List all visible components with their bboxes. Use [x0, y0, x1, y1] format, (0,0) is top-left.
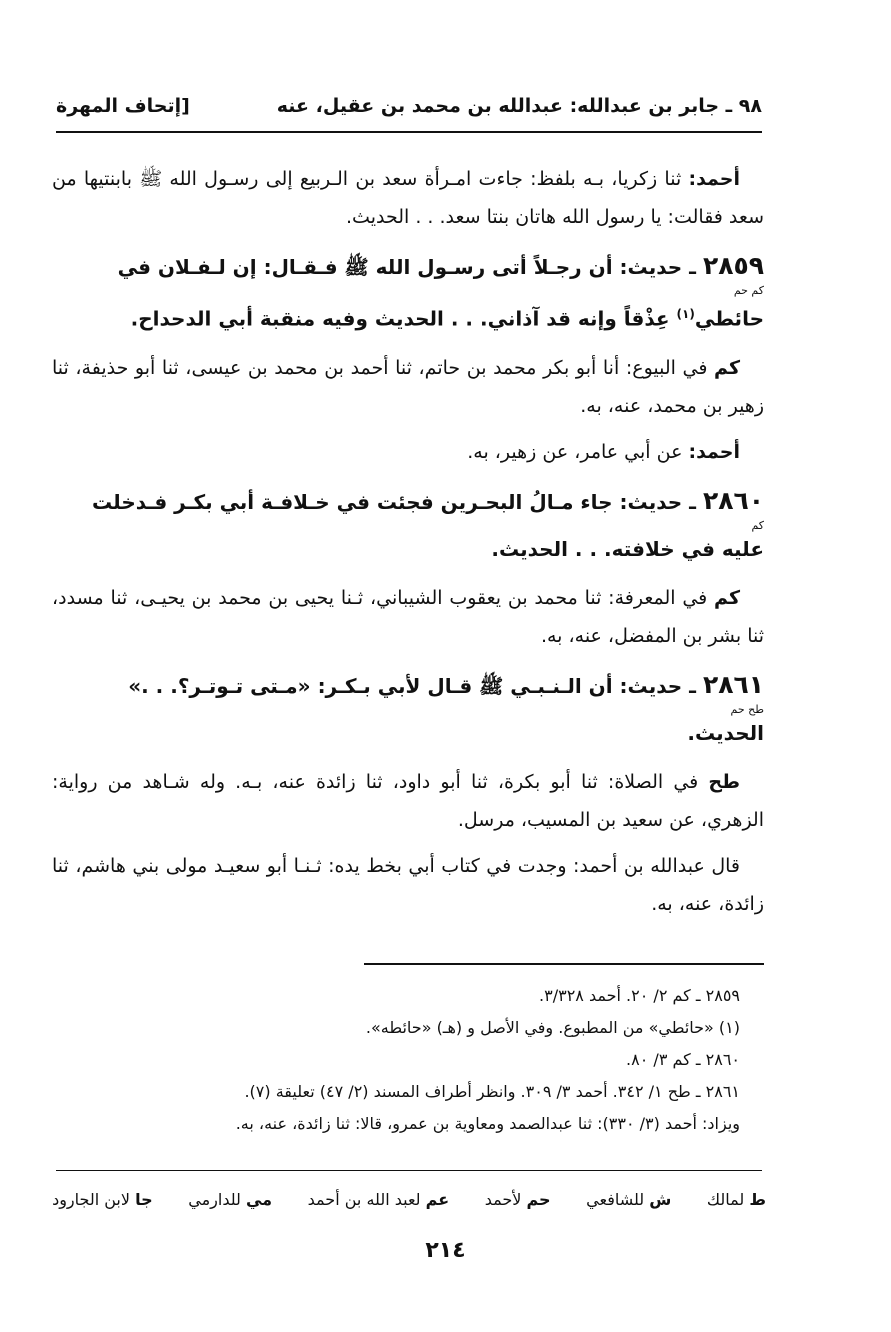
hadith-text: ـ حديث: أن الـنـبـي ﷺ قـال لأبي بـكـر: «مـتى تـوتـر؟. . .»	[128, 673, 703, 698]
footnote: (١) «حائطي» من المطبوع. وفي الأصل و (هـ) «حائطه».	[365, 1018, 740, 1037]
chapter-title: ٩٨ ـ جابر بن عبدالله: عبدالله بن محمد بن عقيل، عنه	[276, 95, 762, 117]
key-item: عم لعبد الله بن أحمد	[307, 1190, 450, 1209]
source-label: أحمد:	[688, 168, 740, 190]
paragraph-text: في البيوع: أنا أبو بكر محمد بن حاتم، ثنا أحمد بن محمد بن عيسى، ثنا أبو حذيفة، ثنا زهير بن محمد، عنه، به.	[52, 356, 764, 417]
footnote-rule	[364, 963, 764, 965]
paragraph	[52, 349, 764, 425]
key-item: حم لأحمد	[484, 1190, 551, 1209]
header-rule	[56, 131, 762, 133]
hadith-2859	[52, 244, 764, 341]
hadith-text: الحديث.	[687, 720, 764, 745]
hadith-text: ـ حديث: أن رجـلاً أتى رسـول الله ﷺ فـقـال: إن لـفـلان في	[117, 255, 703, 279]
book-title: [إتحاف المهرة	[56, 95, 190, 117]
paragraph	[52, 160, 764, 236]
paragraph-text: ثنا زكريا، بـه بلفظ: جاءت امـرأة سعد بن الـربيع إلى رسـول الله ﷺ بابنتيها من سعد فقالت: يا رسول الله هاتان بنتا سعد. . . الحديث.	[52, 168, 764, 228]
source-sigla: كم حم	[733, 284, 764, 297]
footnote: ٢٨٦١ ـ طح ١/ ٣٤٢. أحمد ٣/ ٣٠٩. وانظر أطراف المسند (٢/ ٤٧) تعليقة (٧).	[244, 1082, 740, 1101]
footnote-marker: (١)	[676, 307, 695, 321]
source-sigla: طح حم	[730, 702, 764, 716]
hadith-number: ٢٨٦٠	[702, 485, 764, 515]
main-text	[52, 160, 764, 931]
source-label: كم	[714, 356, 740, 379]
hadith-number: ٢٨٥٩	[702, 251, 764, 280]
hadith-text: ـ حديث: جاء مـالُ البحـرين فجئت في خـلافـة أبي بكـر فـدخلت	[91, 489, 703, 514]
key-item: جا لابن الجارود	[52, 1190, 153, 1209]
abbreviation-key	[52, 1182, 766, 1218]
paragraph	[52, 579, 764, 655]
hadith-text: عليه في خلافته. . . الحديث.	[491, 536, 764, 561]
key-item: ش للشافعي	[586, 1190, 672, 1209]
footnote: ويزاد: أحمد (٣/ ٣٣٠): ثنا عبدالصمد ومعاوية بن عمرو، قالا: ثنا زائدة، عنه، به.	[235, 1114, 740, 1133]
paragraph-text: عن أبي عامر، عن زهير، به.	[467, 440, 689, 463]
source-label: أحمد:	[688, 440, 740, 463]
paragraph	[52, 433, 764, 471]
hadith-number: ٢٨٦١	[702, 669, 764, 699]
paragraph	[52, 847, 764, 923]
key-item: مي للدارمي	[188, 1190, 273, 1209]
hadith-text: عِذْقاً وإنه قد آذاني. . . الحديث وفيه منقبة أبي الدحداح.	[130, 306, 677, 331]
hadith-text: حائطي	[694, 306, 764, 331]
footnote: ٢٨٦٠ ـ كم ٣/ ٨٠.	[626, 1050, 740, 1069]
page-number: ٢١٤	[425, 1238, 466, 1263]
source-sigla: كم	[751, 518, 764, 532]
paragraph-text: في الصلاة: ثنا أبو بكرة، ثنا أبو داود، ثنا زائدة عنه، بـه. وله شـاهد من رواية: الزهري، عن سعيد بن المسيب، مرسل.	[52, 770, 764, 831]
key-rule	[56, 1170, 762, 1171]
key-item: ط لمالك	[706, 1190, 766, 1209]
source-label: طح	[708, 770, 740, 793]
paragraph-text: قال عبدالله بن أحمد: وجدت في كتاب أبي بخط يده: ثـنـا أبو سعيـد مولى بني هاشم، ثنا زائدة، عنه، به.	[52, 854, 764, 915]
running-header	[56, 86, 762, 126]
source-label: كم	[714, 586, 740, 609]
hadith-2860	[52, 479, 764, 571]
paragraph	[52, 763, 764, 839]
hadith-2861	[52, 663, 764, 755]
footnotes	[100, 980, 740, 1140]
footnote: ٢٨٥٩ ـ كم ٢/ ٢٠. أحمد ٣/٣٢٨.	[539, 986, 740, 1005]
paragraph-text: في المعرفة: ثنا محمد بن يعقوب الشيباني، ثـنا يحيى بن محمد بن يحيـى، ثنا مسدد، ثنا بشر بن المفضل، عنه، به.	[52, 586, 764, 647]
